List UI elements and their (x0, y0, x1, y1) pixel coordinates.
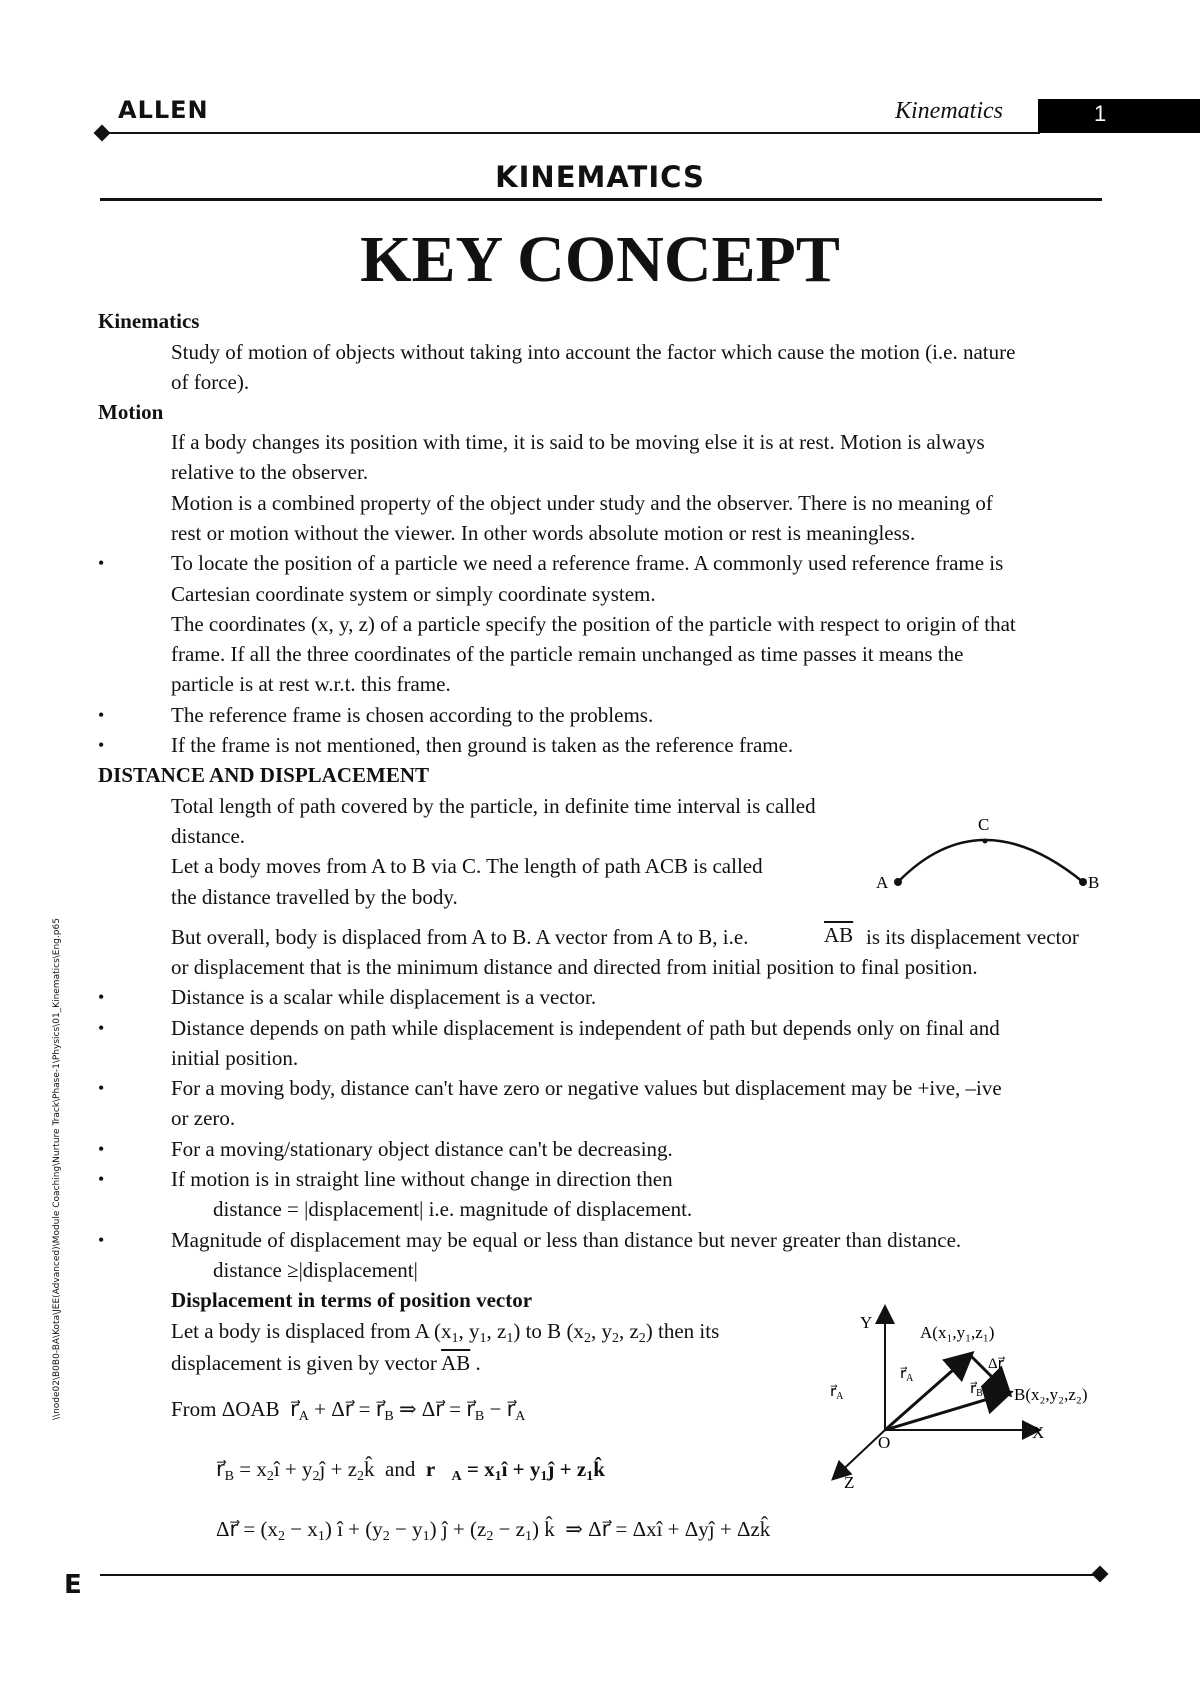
paragraph-line: If the frame is not mentioned, then ground is taken as the reference frame. (171, 733, 794, 757)
chapter-title: KINEMATICS (495, 160, 705, 194)
equation-triangle: From ΔOAB $r⃗_A$ + Δr⃗ = $r⃗_B$ ⇒ Δr⃗ = $r⃗_B$ − $r⃗_A$ (171, 1397, 526, 1424)
paragraph-line: Distance is a scalar while displacement is a vector. (171, 985, 597, 1009)
label-point-b: B(x₂,y₂,z₂) (1014, 1385, 1088, 1404)
footer-rule (100, 1574, 1098, 1576)
position-vector-diagram (820, 1298, 1120, 1498)
line-start: Let a body is displaced from A (x (171, 1319, 452, 1343)
label-c: C (978, 815, 990, 834)
bullet-icon: • (98, 1078, 105, 1098)
edition-mark: E (64, 1570, 82, 1600)
paragraph-line: or zero. (171, 1106, 236, 1130)
paragraph-line: If motion is in straight line without change in direction then (171, 1167, 673, 1191)
subheading-position-vector: Displacement in terms of position vector (171, 1288, 533, 1312)
label-b: B (1088, 873, 1100, 892)
page-number-box (1038, 99, 1200, 133)
point-a-dot (894, 878, 902, 886)
paragraph-line: Study of motion of objects without taking into account the factor which cause the motion (i.e. nature (171, 340, 1016, 364)
label-a: A (876, 873, 889, 892)
bullet-icon: • (98, 705, 105, 725)
paragraph-line: distance = |displacement| i.e. magnitude of displacement. (213, 1197, 693, 1221)
ab-vector-text: $\overline{AB}$ (824, 923, 854, 947)
section-heading-kinematics: Kinematics (98, 309, 200, 333)
key-concept-title: KEY CONCEPT (360, 223, 840, 296)
section-heading-motion: Motion (98, 400, 164, 424)
bullet-icon: • (98, 1230, 105, 1250)
paragraph-line: frame. If all the three coordinates of the particle remain unchanged as time passes it means the (171, 642, 964, 666)
paragraph-line: distance ≥|displacement| (213, 1258, 418, 1282)
bullet-icon: • (98, 1139, 105, 1159)
paragraph-line: the distance travelled by the body. (171, 885, 458, 909)
paragraph-line: relative to the observer. (171, 460, 369, 484)
footer-right-diamond (1092, 1566, 1109, 1583)
page-number: 1 (1094, 101, 1107, 126)
header-rule (100, 132, 1040, 134)
paragraph-line: For a moving/stationary object distance can't be decreasing. (171, 1137, 673, 1161)
line-text: displacement is given by vector (171, 1351, 437, 1375)
label-ra-left: $r⃗_A$ (830, 1384, 844, 1402)
label-o: O (878, 1433, 891, 1452)
and-label: and (385, 1457, 416, 1481)
paragraph-line: is its displacement vector (866, 925, 1079, 949)
paragraph-line: of force). (171, 370, 250, 394)
title-rule (100, 198, 1102, 201)
file-path-text: \\node02\B0B0-BA\Kota\JEE(Advanced)\Module Coaching\Nurture Track\Phase-1\Physics\01_Kinematics\Eng.p65 (52, 918, 62, 1420)
label-x: X (1032, 1423, 1045, 1442)
paragraph-line: Let a body is displaced from A ($x_1$, $y_1$, $z_1$) to B ($x_2$, $y_2$, $z_2$) then its (171, 1319, 720, 1346)
ab-vector (824, 921, 853, 949)
paragraph-line: Cartesian coordinate system or simply coordinate system. (171, 582, 656, 606)
vector-rb (885, 1393, 1008, 1430)
bullet-icon: • (98, 987, 105, 1007)
equation-displacement: Δr⃗ = $(x_2 - x_1)$ î + $(y_2 - y_1)$ ĵ + $(z_2 - z_1)$ k̂ ⇒ Δr⃗ = Δxî + Δyĵ + Δzk̂ (216, 1517, 771, 1544)
brand-logo: ALLEN (118, 96, 209, 124)
label-delta-r: Δr⃗ (988, 1356, 1004, 1372)
paragraph-line: Motion is a combined property of the object under study and the observer. There is no meaning of (171, 491, 993, 515)
paragraph-line: Let a body moves from A to B via C. The length of path ACB is called (171, 854, 763, 878)
paragraph-line: rest or motion without the viewer. In other words absolute motion or rest is meaningless. (171, 521, 916, 545)
label-rb: $r⃗_B$ (970, 1381, 983, 1399)
paragraph-line: The coordinates (x, y, z) of a particle specify the position of the particle with respect to origin of that (171, 612, 1016, 636)
paragraph-line: Magnitude of displacement may be equal or less than distance but never greater than distance. (171, 1228, 962, 1252)
paragraph-line: distance. (171, 824, 246, 848)
bullet-icon: • (98, 1018, 105, 1038)
paragraph-line: For a moving body, distance can't have zero or negative values but displacement may be +ive, –ive (171, 1076, 1002, 1100)
paragraph-line: Distance depends on path while displacement is independent of path but depends only on final and (171, 1016, 1000, 1040)
paragraph-line: The reference frame is chosen according to the problems. (171, 703, 654, 727)
paragraph-line: or displacement that is the minimum distance and directed from initial position to final position. (171, 955, 978, 979)
paragraph-line: But overall, body is displaced from A to B. A vector from A to B, i.e. (171, 925, 749, 949)
from-label: From ΔOAB (171, 1397, 280, 1421)
bullet-icon: • (98, 553, 105, 573)
label-y: Y (860, 1313, 873, 1332)
label-ra: $r⃗_A$ (900, 1366, 914, 1384)
paragraph-line: To locate the position of a particle we need a reference frame. A commonly used reference frame is (171, 551, 1004, 575)
curved-path-acb (898, 840, 1083, 882)
paragraph-line: particle is at rest w.r.t. this frame. (171, 672, 451, 696)
chapter-name: Kinematics (895, 98, 1003, 124)
paragraph-line: displacement is given by vector $\overline{AB}$ . (171, 1351, 481, 1375)
path-acb-diagram (870, 808, 1110, 898)
section-heading-distance: DISTANCE AND DISPLACEMENT (98, 763, 429, 787)
label-z: Z (844, 1473, 855, 1492)
equation-position-vectors: $r⃗_B$ = $x_2î$ + $y_2ĵ$ + $z_2k̂$ and $r⃗_A$ = $x_1î$ + $y_1ĵ$ + $z_1k̂$ (216, 1457, 605, 1484)
point-c-dot (983, 839, 988, 844)
paragraph-line: Total length of path covered by the particle, in definite time interval is called (171, 794, 816, 818)
paragraph-line: If a body changes its position with time, it is said to be moving else it is at rest. Motion is always (171, 430, 985, 454)
bullet-icon: • (98, 735, 105, 755)
point-b-dot (1079, 878, 1087, 886)
paragraph-line: initial position. (171, 1046, 299, 1070)
label-point-a: A(x₁,y₁,z₁) (920, 1323, 995, 1342)
bullet-icon: • (98, 1169, 105, 1189)
